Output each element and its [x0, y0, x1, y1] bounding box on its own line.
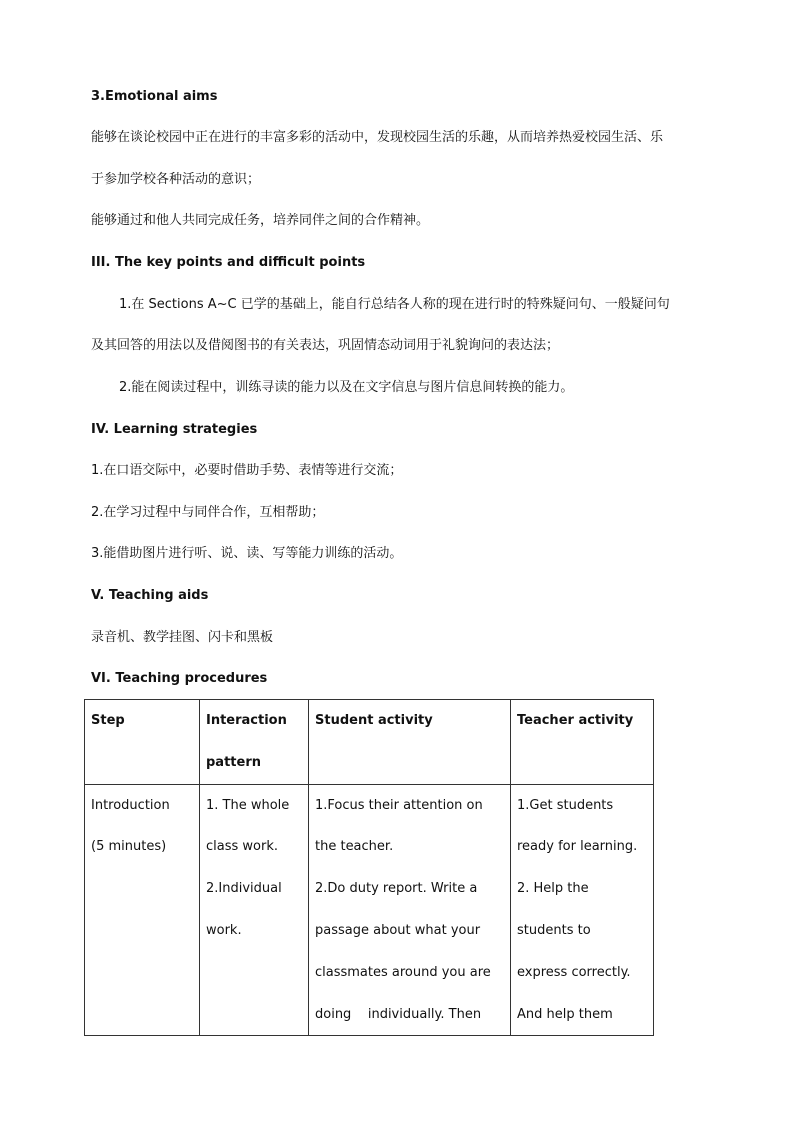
- student-line-5: classmates around you are: [315, 964, 491, 980]
- cell-interaction: [200, 784, 309, 1036]
- interaction-line-2: class work.: [206, 839, 278, 855]
- teaching-procedures-heading: VI. Teaching procedures: [91, 671, 268, 686]
- teacher-line-1: 1.Get students: [517, 797, 614, 813]
- header-interaction-label-2: pattern: [206, 754, 261, 770]
- emotional-aims-text-1: 能够在谈论校园中正在进行的丰富多彩的活动中，发现校园生活的乐趣，从而培养热爱校园生活、乐: [91, 130, 664, 145]
- learning-strategies-text-3: 3.能借助图片进行听、说、读、写等能力训练的活动。: [91, 546, 403, 561]
- teaching-aids-text: 录音机、教学挂图、闪卡和黑板: [91, 630, 274, 645]
- learning-strategies-text-2: 2.在学习过程中与同伴合作，互相帮助；: [91, 505, 325, 520]
- cell-step: [85, 784, 200, 1036]
- table-row: [85, 784, 654, 1036]
- student-line-3: 2.Do duty report. Write a: [315, 881, 478, 897]
- teaching-procedures-table: [84, 699, 654, 1036]
- header-interaction-label-1: Interaction: [206, 713, 287, 728]
- student-line-6: doing individually. Then: [315, 1006, 482, 1022]
- step-line-1: Introduction: [91, 797, 170, 813]
- emotional-aims-heading: 3.Emotional aims: [91, 89, 218, 104]
- teaching-aids-heading: V. Teaching aids: [91, 588, 209, 603]
- student-line-1: 1.Focus their attention on: [315, 797, 483, 813]
- header-step: [85, 700, 200, 785]
- key-points-text-3: 2.能在阅读过程中，训练寻读的能力以及在文字信息与图片信息间转换的能力。: [119, 380, 574, 395]
- header-step-label: Step: [91, 713, 125, 728]
- interaction-line-4: work.: [206, 922, 242, 938]
- key-points-text-2: 及其回答的用法以及借阅图书的有关表达，巩固情态动词用于礼貌询问的表达法；: [91, 338, 560, 353]
- teacher-line-3: 2. Help the: [517, 881, 589, 897]
- table-header-row: [85, 700, 654, 785]
- key-points-text-1: 1.在 Sections A~C 已学的基础上，能自行总结各人称的现在进行时的特殊疑问句、一般疑问句: [119, 297, 670, 312]
- interaction-line-1: 1. The whole: [206, 797, 290, 813]
- teacher-line-4: students to: [517, 922, 591, 938]
- step-line-2: (5 minutes): [91, 839, 167, 855]
- cell-teacher-activity: [511, 784, 654, 1036]
- header-teacher-label: Teacher activity: [517, 713, 634, 728]
- learning-strategies-text-1: 1.在口语交际中，必要时借助手势、表情等进行交流；: [91, 463, 403, 478]
- learning-strategies-heading: IV. Learning strategies: [91, 422, 258, 437]
- header-student-label: Student activity: [315, 713, 433, 728]
- teacher-line-6: And help them: [517, 1006, 613, 1022]
- header-student-activity: [309, 700, 511, 785]
- emotional-aims-text-3: 能够通过和他人共同完成任务，培养同伴之间的合作精神。: [91, 213, 430, 228]
- emotional-aims-text-2: 于参加学校各种活动的意识；: [91, 172, 261, 187]
- interaction-line-3: 2.Individual: [206, 881, 282, 897]
- student-line-2: the teacher.: [315, 839, 394, 855]
- teacher-line-2: ready for learning.: [517, 839, 638, 855]
- student-line-4: passage about what your: [315, 922, 481, 938]
- cell-student-activity: [309, 784, 511, 1036]
- header-teacher-activity: [511, 700, 654, 785]
- header-interaction-pattern: [200, 700, 309, 785]
- key-points-heading: III. The key points and difficult points: [91, 255, 366, 270]
- teacher-line-5: express correctly.: [517, 964, 631, 980]
